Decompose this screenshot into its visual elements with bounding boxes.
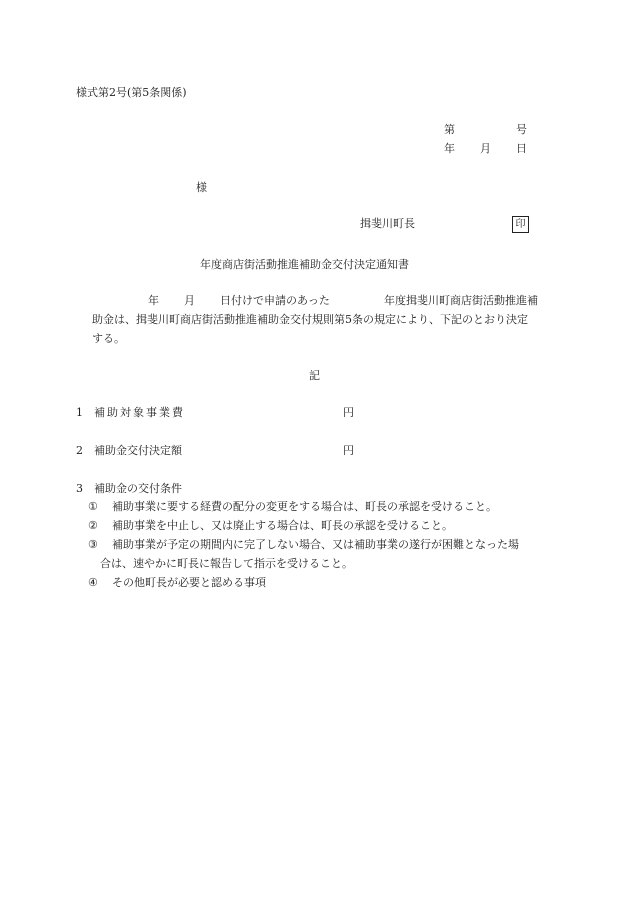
body-text-2: 年度揖斐川町商店街活動推進補 xyxy=(384,294,538,307)
body-text-1: 日付けで申請のあった xyxy=(220,294,330,307)
item-2-number: 2 xyxy=(76,444,83,457)
item-3-label: 補助金の交付条件 xyxy=(94,482,182,495)
date-month: 月 xyxy=(480,142,491,155)
doc-number-prefix: 第 xyxy=(444,123,455,136)
item-1-label: 補助対象事業費 xyxy=(94,406,185,419)
body-month: 月 xyxy=(184,294,195,307)
item-2-label: 補助金交付決定額 xyxy=(94,444,182,457)
date-year: 年 xyxy=(444,142,455,155)
condition-3-text: 補助事業が予定の期間内に完了しない場合、又は補助事業の遂行が困難となった場 xyxy=(112,538,519,551)
item-1-unit: 円 xyxy=(343,406,354,419)
item-3-number: 3 xyxy=(76,482,83,495)
doc-number-suffix: 号 xyxy=(516,123,527,136)
issuer-name: 揖斐川町長 xyxy=(360,217,415,230)
condition-1-text: 補助事業に要する経費の配分の変更をする場合は、町長の承認を受けること。 xyxy=(112,500,497,513)
date-day: 日 xyxy=(516,142,527,155)
condition-4-mark: ④ xyxy=(88,576,98,589)
ki-heading: 記 xyxy=(309,369,320,382)
item-2-unit: 円 xyxy=(343,444,354,457)
addressee-suffix: 様 xyxy=(196,181,207,194)
condition-3-continuation: 合は、速やかに町長に報告して指示を受けること。 xyxy=(100,557,353,570)
form-label: 様式第2号(第5条関係) xyxy=(76,86,187,99)
item-1-number: 1 xyxy=(76,406,83,419)
body-line-2: 助金は、揖斐川町商店街活動推進補助金交付規則第5条の規定により、下記のとおり決定 xyxy=(92,313,528,326)
seal-box: 印 xyxy=(512,216,529,233)
condition-4-text: その他町長が必要と認める事項 xyxy=(112,576,266,589)
body-year: 年 xyxy=(148,294,159,307)
condition-1-mark: ① xyxy=(88,500,98,513)
condition-2-mark: ② xyxy=(88,519,98,532)
body-line-3: する。 xyxy=(92,332,125,345)
condition-2-text: 補助事業を中止し、又は廃止する場合は、町長の承認を受けること。 xyxy=(112,519,453,532)
document-title: 年度商店街活動推進補助金交付決定通知書 xyxy=(200,258,409,271)
condition-3-mark: ③ xyxy=(88,538,98,551)
